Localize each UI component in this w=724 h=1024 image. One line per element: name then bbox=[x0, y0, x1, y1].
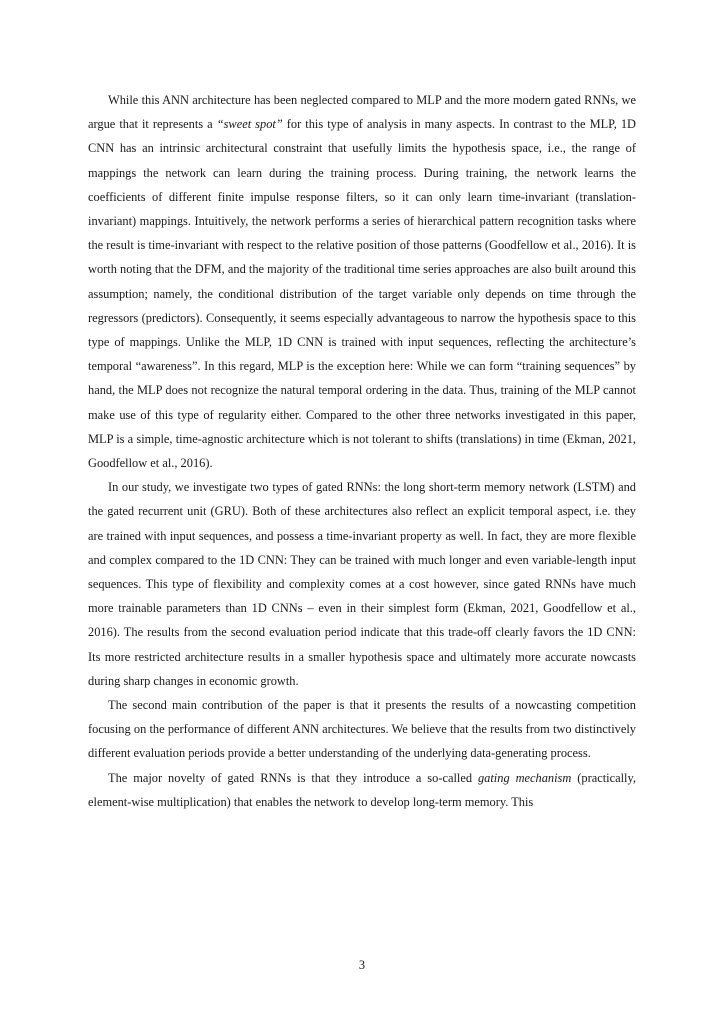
gating-mechanism-emphasis: gating mechanism bbox=[477, 770, 572, 785]
paragraph-4 bbox=[88, 766, 636, 814]
page-number: 3 bbox=[358, 958, 366, 972]
sweet-spot-emphasis: “sweet spot” bbox=[216, 117, 283, 132]
body-text bbox=[88, 88, 636, 814]
paragraph-1-text-b: for this type of analysis in many aspects. In contrast to the MLP, 1D CNN has an intrinsic architectural constraint that usefully limits the hypothesis space, i.e., the range of mappings the network can learn during the training process. During training, the network learns the coefficients of different finite impulse response filters, so it can only learn time-invariant (translation-invariant) mappings. Intuitively, the network performs a series of hierarchical pattern recognition tasks where the result is time-invariant with respect to the relative position of those patterns (Goodfellow et al., 2016). It is worth noting that the DFM, and the majority of the traditional time series approaches are also built around this assumption; namely, the conditional distribution of the target variable only depends on time through the regressors (predictors). Consequently, it seems especially advantageous to narrow the hypothesis space to this type of mappings. Unlike the MLP, 1D CNN is trained with input sequences, reflecting the architecture’s temporal “awareness”. In this regard, MLP is the exception here: While we can form “training sequences” by hand, the MLP does not recognize the natural temporal ordering in the data. Thus, training of the MLP cannot make use of this type of regularity either. Compared to the other three networks investigated in this paper, MLP is a simple, time-agnostic architecture which is not tolerant to shifts (translations) in time (Ekman, 2021, Goodfellow et al., 2016). bbox=[88, 117, 636, 471]
paragraph-2-text: In our study, we investigate two types of gated RNNs: the long short-term memory network (LSTM) and the gated recurrent unit (GRU). Both of these architectures also reflect an explicit temporal aspect, i.e. they are trained with input sequences, and possess a time-invariant property as well. In fact, they are more flexible and complex compared to the 1D CNN: They can be trained with much longer and even variable-length input sequences. This type of flexibility and complexity comes at a cost however, since gated RNNs have much more trainable parameters than 1D CNNs – even in their simplest form (Ekman, 2021, Goodfellow et al., 2016). The results from the second evaluation period indicate that this trade-off clearly favors the 1D CNN: Its more restricted architecture results in a smaller hypothesis space and ultimately more accurate nowcasts during sharp changes in economic growth. bbox=[88, 480, 636, 688]
paragraph-3 bbox=[88, 693, 636, 766]
paragraph-1 bbox=[88, 88, 636, 475]
paragraph-1-text-a: While this ANN architecture has been neglected compared to MLP and the more modern gated RNNs, we argue that it represents a bbox=[88, 93, 636, 132]
paragraph-4-text-a: The major novelty of gated RNNs is that they introduce a so-called bbox=[108, 770, 478, 785]
paragraph-3-text: The second main contribution of the paper is that it presents the results of a nowcasting competition focusing on the performance of different ANN architectures. We believe that the results from two distinctively different evaluation periods provide a better understanding of the underlying data-generating process. bbox=[88, 698, 636, 761]
paragraph-2 bbox=[88, 475, 636, 693]
paragraph-4-text-b: (practically, element-wise multiplication) that enables the network to develop long-term memory. This bbox=[88, 770, 636, 809]
